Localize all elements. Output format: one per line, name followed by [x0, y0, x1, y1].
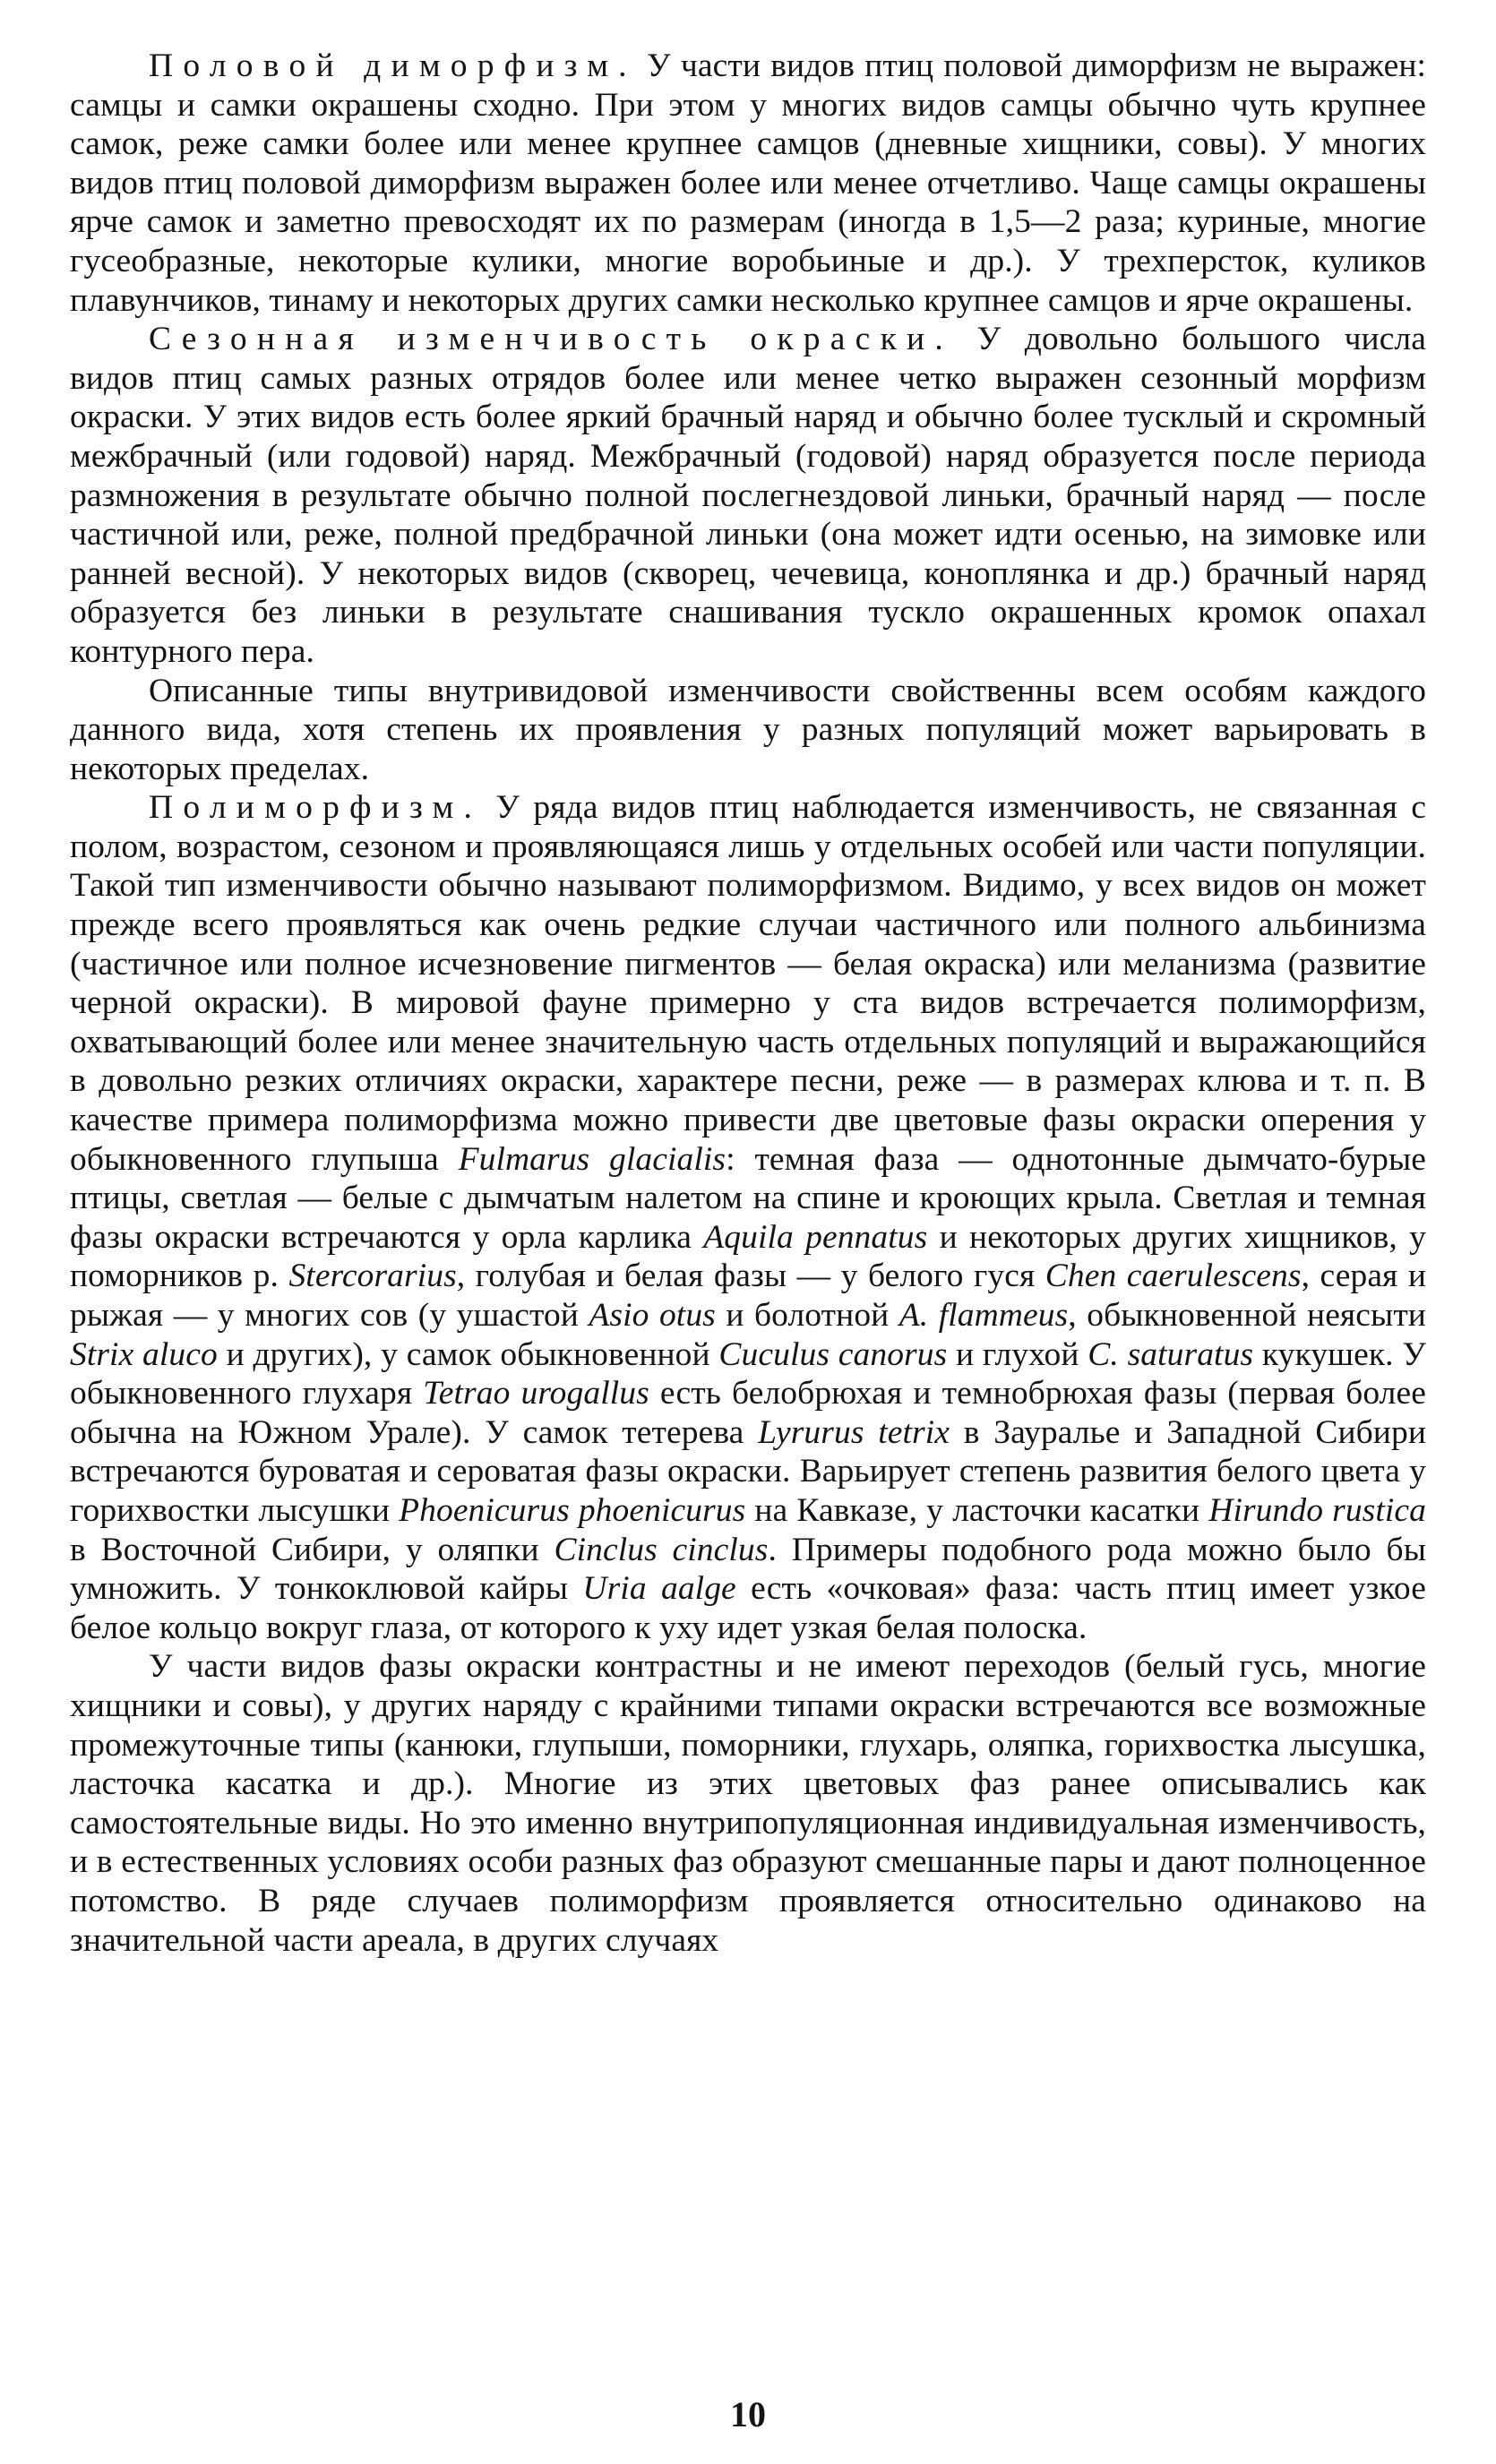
- latin-name: C. saturatus: [1088, 1335, 1254, 1373]
- page-number: 10: [730, 2394, 766, 2434]
- latin-name: Uria aalge: [582, 1570, 736, 1608]
- paragraph-text: У довольно большого числа видов птиц самых разных отрядов более или менее четко выражен сезонный морфизм окраски. У этих видов есть более яркий брачный наряд и обычно более тусклый и скромный межбрачный (или годовой) наряд. Межбрачный (годовой) наряд образуется после периода размножения в результате обычно полной послегнездовой линьки, брачный наряд — после частичной или, реже, полной предбрачной линьки (она может идти осенью, на зимовке или ранней весной). У некоторых видов (скворец, чечевица, коноплянка и др.) брачный наряд образуется без линьки в результате снашивания тускло окрашенных кромок опахал контурного пера.: [70, 321, 1426, 670]
- paragraph-sexual-dimorphism: [70, 47, 1426, 320]
- heading-polymorphism: Полиморфизм.: [149, 789, 483, 827]
- latin-name: Chen caerulescens: [1045, 1258, 1302, 1295]
- latin-name: Hirundo rustica: [1208, 1491, 1426, 1529]
- latin-name: A. flammeus: [898, 1297, 1069, 1334]
- latin-name: Phoenicurus phoenicurus: [399, 1491, 746, 1529]
- page-text: [70, 47, 1426, 2393]
- text-segment: и других), у самок обыкновенной: [217, 1335, 719, 1373]
- text-segment: : темная фаза — однотонные дымчато-бурые птицы, светлая — белые с дымчатым налетом на спине и кроющих крыла. Светлая и темная фазы окраски встречаются у орла карлика: [70, 1140, 1427, 1256]
- text-segment: , обыкновенной неясыти: [1068, 1297, 1426, 1334]
- latin-name: Cinclus cinclus: [554, 1531, 769, 1568]
- latin-name: Strix aluco: [70, 1335, 218, 1373]
- text-segment: , голубая и белая фазы — у белого гуся: [456, 1258, 1045, 1295]
- text-segment: и некоторых других хищников, у поморников р.: [70, 1218, 1426, 1295]
- latin-name: Lyrurus tetrix: [758, 1413, 950, 1451]
- paragraph-text: У части видов фазы окраски контрастны и не имеют переходов (белый гусь, многие хищники и совы), у других наряду с крайними типами окраски встречаются все возможные промежуточные типы (канюки, глупыши, поморники, глухарь, оляпка, горихвостка лысушка, ласточка касатка и др.). Многие из этих цветовых фаз ранее описывались как самостоятельные виды. Но это именно внутрипопуляционная индивидуальная изменчивость, и в естественных условиях особи разных фаз образуют смешанные пары и дают полноценное потомство. В ряде случаев полиморфизм проявляется относительно одинаково на значительной части ареала, в других случаях: [70, 1648, 1426, 1959]
- text-segment: У ряда видов птиц наблюдается изменчивость, не связанная с полом, возрастом, сезоном и проявляющаяся лишь у отдельных особей или части популяции. Такой тип изменчивости обычно называют полиморфизмом. Видимо, у всех видов он может прежде всего проявляться как очень редкие случаи частичного или полного альбинизма (частичное или полное исчезновение пигментов — белая окраска) или меланизма (развитие черной окраски). В мировой фауне примерно у ста видов встречается полиморфизм, охватывающий более или менее значительную часть отдельных популяций и выражающийся в довольно резких отличиях окраски, характере песни, реже — в размерах клюва и т. п. В качестве примера полиморфизма можно привести две цветовые фазы окраски оперения у обыкновенного глупыша: [70, 789, 1426, 1178]
- latin-name: Tetrao urogallus: [423, 1375, 649, 1412]
- text-segment: , серая и рыжая — у многих сов (у ушастой: [70, 1258, 1427, 1334]
- paragraph-text: Описанные типы внутривидовой изменчивости свойственны всем особям каждого данного вида, хотя степень их проявления у разных популяций может варьировать в некоторых пределах.: [70, 672, 1426, 787]
- text-segment: есть «очковая» фаза: часть птиц имеет узкое белое кольцо вокруг глаза, от которого к уху идет узкая белая полоска.: [70, 1570, 1426, 1646]
- text-segment: в Восточной Сибири, у оляпки: [70, 1531, 555, 1568]
- text-segment: кукушек. У обыкновенного глухаря: [70, 1335, 1426, 1412]
- paragraph-color-phases: [70, 1647, 1426, 1960]
- paragraph-variation-types: [70, 672, 1426, 789]
- text-segment: и глухой: [947, 1335, 1088, 1373]
- latin-name: Cuculus canorus: [718, 1335, 948, 1373]
- paragraph-text: У части видов птиц половой диморфизм не выражен: самцы и самки окрашены сходно. При этом у многих видов самцы обычно чуть крупнее самок, реже самки более или менее крупнее самцов (дневные хищники, совы). У многих видов птиц половой диморфизм выражен более или менее отчетливо. Чаще самцы окрашены ярче самок и заметно превосходят их по размерам (иногда в 1,5—2 раза; куриные, многие гусеобразные, некоторые кулики, многие воробьиные и др.). У трехперсток, куликов плавунчиков, тинаму и некоторых других самки несколько крупнее самцов и ярче окрашены.: [70, 47, 1426, 319]
- latin-name: Asio otus: [589, 1297, 716, 1334]
- heading-sexual-dimorphism: Половой диморфизм.: [149, 47, 637, 84]
- heading-seasonal-variation: Сезонная изменчивость окраски.: [149, 321, 953, 358]
- latin-name: Fulmarus glacialis: [458, 1140, 727, 1178]
- text-segment: в Зауралье и Западной Сибири встречаются буроватая и сероватая фазы окраски. Варьирует степень развития белого цвета у горихвостки лысушки: [70, 1413, 1426, 1529]
- paragraph-polymorphism: [70, 788, 1426, 1647]
- paragraph-seasonal-variation: [70, 320, 1426, 671]
- text-segment: есть белобрюхая и темнобрюхая фазы (первая более обычна на Южном Урале). У самок тетерева: [70, 1375, 1426, 1451]
- text-segment: на Кавказе, у ласточки касатки: [745, 1491, 1209, 1529]
- text-segment: . Примеры подобного рода можно было бы умножить. У тонкоклювой кайры: [70, 1531, 1426, 1608]
- text-segment: и болотной: [715, 1297, 899, 1334]
- latin-name: Stercorarius: [288, 1258, 457, 1295]
- latin-name: Aquila pennatus: [703, 1218, 928, 1256]
